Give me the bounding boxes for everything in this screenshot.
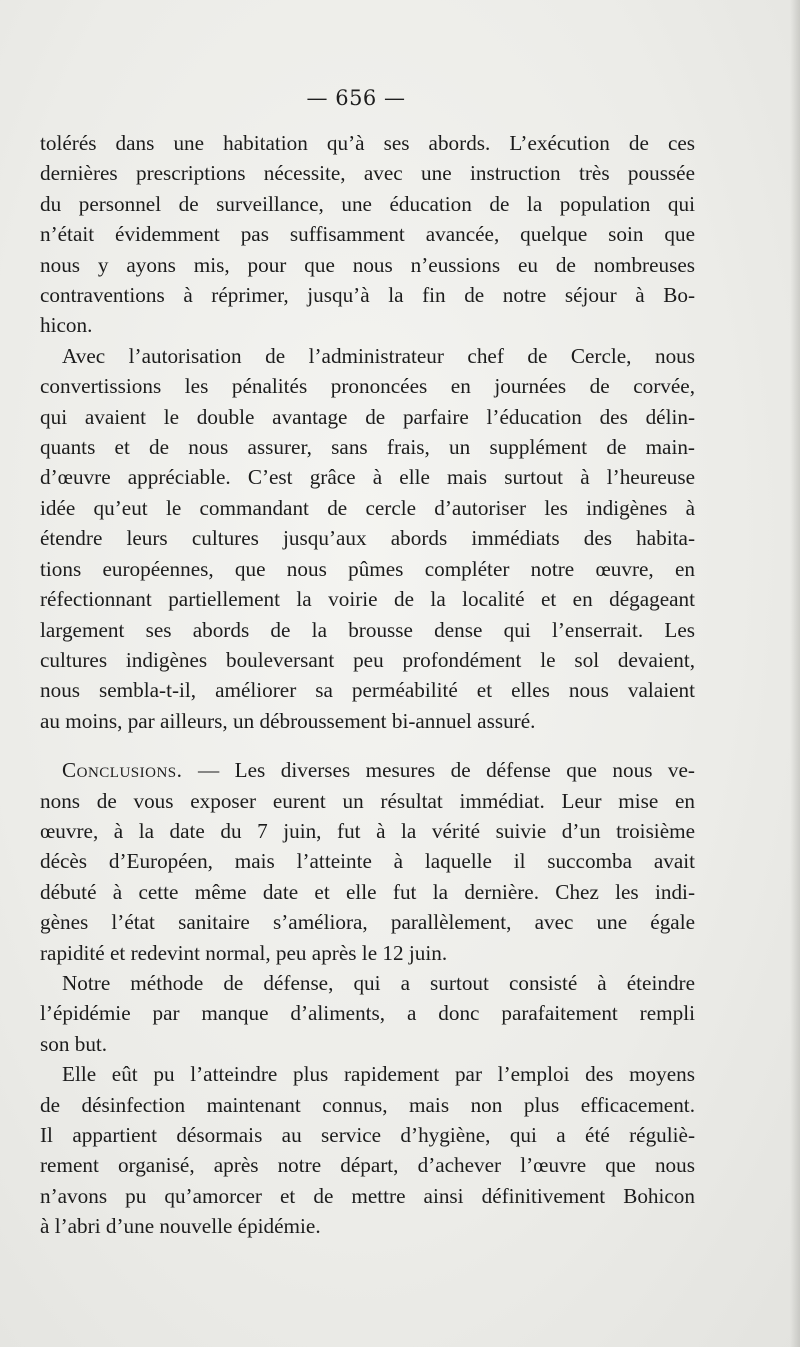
paragraph-conclusions [40,755,695,968]
text-line: du personnel de surveillance, une éducation de la population qui [40,191,695,216]
text-line: décès d’Européen, mais l’atteinte à laquelle il succomba avait [40,849,695,874]
text-line: rement organisé, après notre départ, d’achever l’œuvre que nous [40,1153,695,1178]
text-line: œuvre, à la date du 7 juin, fut à la vérité suivie d’un troisième [40,818,695,843]
paragraph-5 [40,1059,695,1241]
text-line: cultures indigènes bouleversant peu profondément le sol devaient, [40,647,695,672]
text-line: au moins, par ailleurs, un débroussement bi-annuel assuré. [40,708,536,733]
text-line: Il appartient désormais au service d’hygiène, qui a été réguliè- [40,1123,695,1147]
text-line: son but. [40,1031,108,1056]
text-line: à l’abri d’une nouvelle épidémie. [40,1214,321,1239]
text-line: convertissions les pénalités prononcées en journées de corvée, [40,374,695,399]
page-number: — 656 — [306,86,406,110]
text-line: d’œuvre appréciable. C’est grâce à elle mais surtout à l’heureuse [40,465,695,490]
text-line: de désinfection maintenant connus, mais non plus efficacement. [40,1092,695,1117]
text-line: dernières prescriptions nécessite, avec une instruction très poussée [40,161,695,186]
text-line: n’était évidemment pas suffisamment avancée, quelque soin que [40,222,695,247]
text-line: n’avons pu qu’amorcer et de mettre ainsi définitivement Bohicon [40,1183,695,1208]
text-line: l’épidémie par manque d’aliments, a donc parafaitement rempli [40,1001,695,1026]
text-line: réfectionnant partiellement la voirie de la localité et en dégageant [40,587,695,612]
text-line: quants et de nous assurer, sans frais, un supplément de main- [40,435,695,460]
text-line: hicon. [40,313,93,338]
text-line: idée qu’eut le commandant de cercle d’autoriser les indigènes à [40,495,695,520]
text-line: nous y ayons mis, pour que nous n’eussions eu de nombreuses [40,252,695,277]
paragraph-2 [40,341,695,736]
text-line: débuté à cette même date et elle fut la dernière. Chez les indi- [40,879,695,904]
text-line [40,755,695,785]
body-text [40,128,695,1242]
text-line: qui avaient le double avantage de parfaire l’éducation des délin- [40,404,695,429]
text-line: étendre leurs cultures jusqu’aux abords immédiats des habita- [40,526,695,551]
text-line: tolérés dans une habitation qu’à ses abords. L’exécution de ces [40,131,695,155]
section-gap [40,736,695,755]
section-heading: Conclusions. [62,758,183,783]
text-line: Avec l’autorisation de l’administrateur chef de Cercle, nous [62,343,695,368]
text-line: Notre méthode de défense, qui a surtout consisté à éteindre [62,970,695,995]
text-line: tions européennes, que nous pûmes compléter notre œuvre, en [40,556,695,581]
text-line: nons de vous exposer eurent un résultat immédiat. Leur mise en [40,788,695,813]
text-line: contraventions à réprimer, jusqu’à la fin de notre séjour à Bo- [40,283,695,308]
text-line: Elle eût pu l’atteindre plus rapidement par l’emploi des moyens [62,1062,695,1087]
text-line: rapidité et redevint normal, peu après le 12 juin. [40,940,448,965]
paragraph-1 [40,128,695,341]
paragraph-4 [40,968,695,1059]
text-line: gènes l’état sanitaire s’améliora, parallèlement, avec une égale [40,910,695,935]
text-line: nous sembla-t-il, améliorer sa perméabilité et elles nous valaient [40,678,695,703]
text-line: largement ses abords de la brousse dense qui l’enserrait. Les [40,617,695,642]
text-line-segment: — Les diverses mesures de défense que nous ve- [182,758,695,783]
page-edge-shadow [790,0,800,1347]
